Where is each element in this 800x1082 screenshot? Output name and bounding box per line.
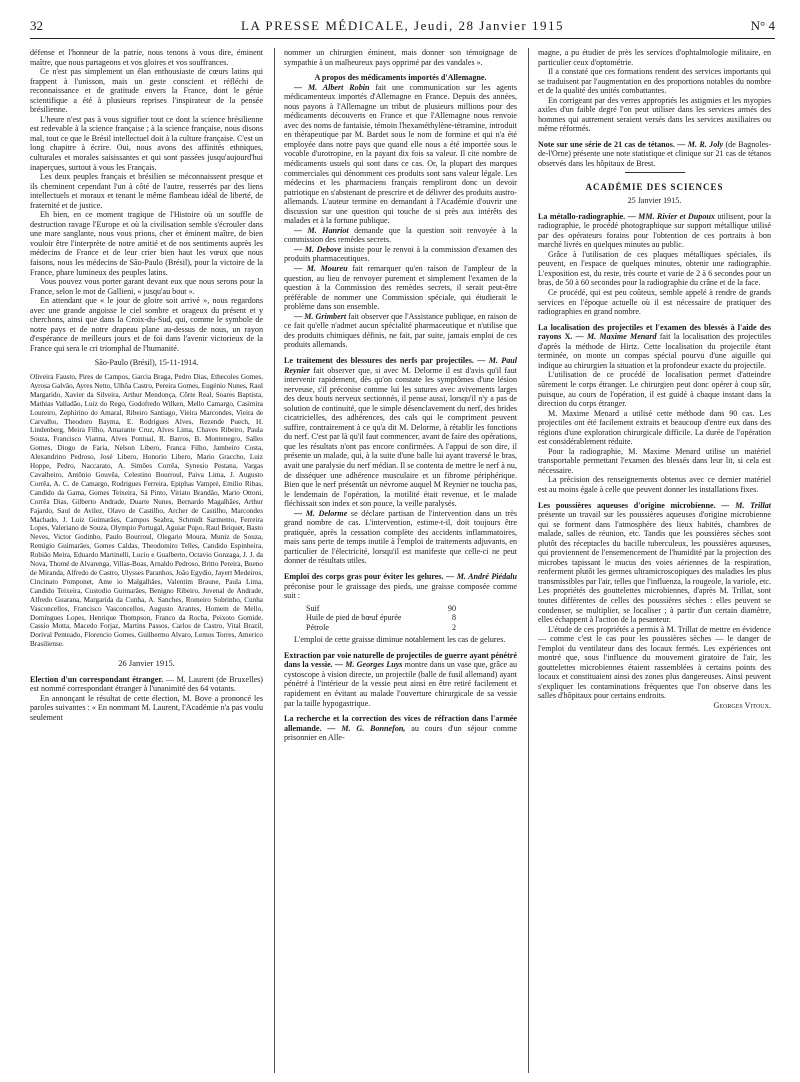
author-name: — M. André Piédalu <box>446 571 517 581</box>
paragraph: En corrigeant par des verres appropriés les astigmies et les myopies axiles d'un faible degré l'on peut utiliser dans les services armés des hommes qui autrement seraient versés dans les services auxiliaires ou même réformés. <box>538 95 771 134</box>
heading-gelures: Emploi des corps gras pour éviter les gelures. <box>284 571 444 581</box>
paragraph: Pour la radiographie, M. Maxime Menard utilise un matériel transportable permettant l'examen des blessés dans leur lit, si cela est nécessaire. <box>538 446 771 475</box>
paragraph: fait une communication sur les agents médicamenteux importés d'Allemagne en France. Depuis des années, nous payons à l'Allemagne un tribut de plusieurs millions pour des médicaments découverts en France et que l'Allemagne nous renvoie avec des noms de fantaisie, témoin l'hexaméthylène-tétramine, introduit en thérapeutique par M. Bardet sous le nom de formine et qui n'a été employée dans notre pays que quand elle nous a été importée sous le vocable d'urotropine, en la payant dix fois sa valeur. Il cite nombre de médicaments usuels qui sont dans ce cas. Or, la plupart des marques commerciales qui dénomment ces produits sont sans valeur légale. Les médecins et les pharmaciens français rempliront donc un devoir patriotique en s'abstenant de prescrire et de délivrer des produits austro-allemands. L'auteur termine en demandant à l'Académie d'ouvrir une discussion sur une question qui touche de si près aux intérêts des malades et à la fortune publique. <box>284 82 517 226</box>
paragraph: Vous pouvez vous porter garant devant eux que nous serons pour la France, selon le mot de Gallieni, « jusqu'au bout ». <box>30 277 263 296</box>
masthead: LA PRESSE MÉDICALE, Jeudi, 28 Janvier 1915 <box>241 18 564 33</box>
author-name: — M. Albert Robin <box>294 82 370 92</box>
heading-medicaments: A propos des médicaments importés d'Allemagne. <box>314 73 487 83</box>
paragraph: préconise pour le graissage des pieds, une graisse composée comme suit : <box>284 581 517 601</box>
paragraph: L'étude de ces propriétés a permis à M. Trillat de mettre en évidence — comme c'est le cas pour les poussières sèches — le danger de l'emploi du ventilateur dans des locaux fermés. Les expériences ont montré que, sous l'influence du mouvement giratoire de l'air, les gouttelettes microbiennes étaient rassemblées à certains points des locaux et constituaient ainsi des zones plus dangereuses. Ainsi peuvent s'expliquer les contaminations fréquentes que l'on observe dans les salles d'hôpitaux pour certains endroits. <box>538 624 771 701</box>
paragraph: L'emploi de cette graisse diminue notablement les cas de gelures. <box>294 635 506 645</box>
heading-poussieres: Les poussières aqueuses d'origine microbienne. <box>538 500 716 510</box>
author-name: — M. Debove <box>294 244 342 254</box>
paragraph: fait observer que, si avec M. Delorme il est d'avis qu'il faut intervenir rapidement, dès qu'on constate les symptômes d'une lésion nerveuse, s'il préconise comme lui les sutures avec avivements larges des deux bouts nerveux sectionnés, il pense aussi, lorsqu'il n'y a pas de solution de continuité, que le simple désenclavement du nerf, des brides cicatricielles, des adhérences, des cals qui le compriment peuvent suffire, contrairement à ce qu'a dit M. Delorme, à rétablir les fonctions du nerf. C'est par là qu'il faut commencer, avant de faire des opérations, que les résultats n'ont pas encore confirmées. A l'appui de son dire, il présente un malade, qui, à la suite d'une balle lui ayant traversé le bras, avait une paralysie du nerf médian. Il se contenta de mettre le nerf à nu, de disséquer une adhérence musculaire et un fibrome périphérique. Bien que le nerf présentât un névrome auquel M Reynier ne toucha pas, le lendemain de l'opération, la motilité était revenue, et le malade fléchissait son index et son pouce, la veille paralysés. <box>284 365 517 509</box>
paragraph: présente un travail sur les poussières aqueuses d'origine microbienne qui se forment dans l'atmosphère des lieux habités, chambres de malade, salles de réunion, etc. Tandis que les poussières sèches sont plutôt des réceptacles du bacille tuberculeux, les poussières aqueuses, qui proviennent de l'ensemencement de l'humidité par la projection des microbes tapissant le mucus des voies aériennes de la respiration, renferment plutôt les germes ultramicroscopiques des maladies les plus transmissibles par l'air, telles que l'influenza, la rougeole, la variole, etc. Les propriétés des gouttelettes microbiennes, d'après M. Trillat, sont toutes différentes de celles des poussières sèches : elles peuvent se condenser, se multiplier, se localiser ; à partir d'un certain diamètre, elles échappent à l'action de la pesanteur. <box>538 510 771 625</box>
author-name: — M. Hanriot <box>294 225 349 235</box>
paragraph: Eh bien, en ce moment tragique de l'Histoire où un souffle de destruction ravage l'Europe et où la civilisation semble s'écrouler dans une mare sanglante, nous vous prions, cher et éminent maître, de bien vouloir être l'interprète de notre amitié et de nos sentiments auprès les médecins de France et de leur crier bien haut les vœux que nous faisons, nous les médecins de São-Paulo (Brésil), pour la victoire de la France, phare lumineux des peuples latins. <box>30 210 263 277</box>
paragraph: montre dans un vase que, grâce au cystoscope à vision directe, un projectile (balle de fusil allemand) ayant pénétré à l'intérieur de la vessie peut ainsi en être retiré facilement et rapidement en évitant au malade l'ouverture chirurgicale de sa vessie par la taille hypogastrique. <box>284 660 517 708</box>
paragraph: M. Laurent (de Bruxelles) est nommé correspondant étranger à l'unanimité des 64 votants. <box>30 674 263 694</box>
heading-vessie: Extraction par voie naturelle de projectiles de guerre ayant pénétré dans la vessie. <box>284 650 517 670</box>
heading-localisation: La localisation des projectiles et l'examen des blessés à l'aide des rayons X. <box>538 322 771 342</box>
page-number: 32 <box>30 18 43 33</box>
author-name: — M. Delorme <box>294 508 348 518</box>
section-divider <box>625 172 685 173</box>
paragraph: L'utilisation de ce procédé de localisation permet d'atteindre sûrement le corps étranger. Le chirurgien peut donc opérer à coup sûr, puisque, au cours de l'opération, il est guidé à chaque instant dans la direction du corps étranger. <box>538 370 771 409</box>
author-name: — M. Grimbert <box>294 311 347 321</box>
section-date: 25 Janvier 1915. <box>627 196 682 206</box>
column-1: défense et l'honneur de la patrie, nous tenons à vous dire, éminent maître, que nous partageons et vos gloires et vos souffrances. Ce n'est pas simplement un élan enthousiaste de cœurs latins qui frappent à l'unisson, mais un geste conscient et réfléchi de reconnaissance et de gratitude envers la France, dont le génie scientifique a été à plusieurs reprises l'inspirateur de la pensée brésilienne. L'heure n'est pas à vous signifier tout ce dont la science brésilienne est redevable à la science française ; à la science française, nous disons mal, tout ce que le Brésil intellectuel doit à la culture française. C'est un long chapitre à écrire. Oui, nous avons des affinités ethniques, culturales et morales saisissantes et qui sont passées jusqu'aujourd'hui inaperçues, surtout à vous les Français. Les deux peuples français et brésilien se méconnaissent presque et ils cheminent cependant l'un à côté de l'autre, resserrés par des liens intellectuels et moraux et tenant le même flambeau idéal de liberté, de fraternité et de justice. Eh bien, en ce moment tragique de l'Histoire où un souffle de destruction ravage l'Europe et où la civilisation semble s'écrouler dans une mare sanglante, nous vous prions, cher et éminent maître, de bien vouloir être l'interprète de notre amitié et de nos sentiments auprès les médecins de France et de leur crier bien haut les vœux que nous faisons, nous les médecins de São-Paulo (Brésil), pour la victoire de la France, phare lumineux des peuples latins. Vous pouvez vous porter garant devant eux que nous serons pour la France, selon le mot de Gallieni, « jusqu'au bout ». En attendant que « le jour de gloire soit arrivé », nous regardons avec une grande angoisse le ciel sombre et orageux du présent et y cherchons, ainsi que dans la Croix-du-Sud, qui, comme le symbole de notre pays et de notre drapeau plane au-dessus de nous, un rayon d'espérance de meilleurs jours et de foi dans l'avenir victorieux de la France qui sera le cri triomphal de l'humanité. São-Paulo (Brésil), 15-11-1914. Oliveira Fausto, Pires de Campos, Garcia Braga, Pedro Dias, Ethecoles Gomes, Ayrosa Galvão, Ayres Netto, Ulhôa Castro, Pereira Gomes, Eugénio Nunes, Raul Margarido, Xavier da Silveira, Arthur Mendonça, Côrte Real, Soares Baptista, Mathias Valladão, Luiz do Rego, Godofredo Wilken, Mello Camargo, Casimira Loureiro, Zephirino do Amaral, Ribeiro Santiago, Vieira Marcondes, Vieira de Carvalho, Theodoro Bayma, E. Rodrigues Alves, Rezende Puech, H. Lindenberg, Meira Filho, Amarante Cruz, Alves Lima, Chaves Ribeiro, Paula Souza, Francisco Vianna, Alves Pontual, R. Barros, B. Montenegro, Salles Gomes, Diogo de Faria, Nelson Libero, Franca Filho, Jambeiro Costa, Alexandrino Pedroso, José Libero, Honorio Libero, Mario Graccho, Luiz Hoppe, Pedro, Naccarato, A. Simões Corrêa, Synesio Pestana, Vargas Cavalheiro, Antônio Gouvêa, Celestino Bourroul, Paiva Lima, J. Augusto Corrêa, A. C. de Camargo, Rodrigues Ferreira, Epiphas Vampré, Emilio Ribas, Candido da Gama, Gomes Teixeira, Sá Pinto, Viriato Brandão, Mario Ottoni, Corrêa Dias, Gilberto Andrade, Duarte Nunes, Bernardo Magalhães, Arthur Fajardo, Saul de Avilez, Olavo de Castilho, Archer de Castilho, Marcondes Machado, J. Luiz Guimarães, Campos Seabra, Schmidt Sarmento, Ferreira Lopes, Valeriano de Souza, Olympio Portugal, Aguiar Pupo, Raul Briquet, Basto Neves, Victor Godinho, Paulo Bourroul, Olegario Moura, Muniz de Souza, Remigio Guimarães, Gomes Caldas, Theodomiro Telles, Candido Espinheira, Rubião Meira, Eduardo Martinelli, Lucio e Gualberto, Octavio Gonzaga, J. J. da Nova, Thomé de Alvarenga, Villas-Boas, Arnaldo Pedroso, Britto Pereira, Bueno de Miranda, Alfredo de Castro, Ulysses Paranhos, João Egydio, Jayert Medeiros, Cincinato Pomponet, Ame io Malgalhães, Valentim Braune, Paula Lima, Candido Teixeira, Custodio Guimarães, Benigno Ribeiro, Juvenal de Andrade, Alfredo Guarana, Margarida da Cunha, A. Sanches, Romeiro Sobrinho, Cunha Vasconcellos, Francisco Vasconcellos, Augusto Arantes, Homem de Mello, Domingues Lopes, Henrique Thompson, Franco da Rocha, Peixoto Gomide, Cassio Motta, Macedo Forjaz, Martins Passos, Carlos de Castro, Vital Brazil, Dorival Penteado, Florencio Gomes, Guilhermo Alvaro, Lemos Torres, Americo Brasiliense. 26 Janvier 1915. Election d'un correspondant étranger. — M. Laurent (de Bruxelles) est nommé correspondant étranger à l'unanimité des 64 votants. En annonçant le résultat de cette élection, M. Bove a prononcé les paroles suivantes : « En nommant M. Laurent, l'Académie n'a pas voulu seulement <box>30 48 263 722</box>
paragraph: Ce procédé, qui est peu coûteux, semble appelé à rendre de grands services en l'époque actuelle où il est nécessaire de pratiquer des radiographies en grand nombre. <box>538 288 771 317</box>
column-2 <box>284 48 517 1078</box>
paragraph: fait observer que l'Assistance publique, en raison de ce fait qu'elle n'admet aucun spécialité pharmaceutique et n'utilise que des produits chimiques définis, ne fait, par suite, jamais emploi de ces produits allemands. <box>284 311 517 350</box>
formula-row: Suif 90 <box>306 603 456 613</box>
paragraph: se déclare partisan de l'intervention dans un très grand nombre de cas. L'intervention, estime-t-il, doit toujours être pratiquée, après la cessation complète des accidents inflammatoires, mais sans perte de temps inutile à l'emploi de traitements adjuvants, en particulier de l'électricité, lorsqu'il est manifeste que celle-ci ne peut donner de résultats utiles. <box>284 508 517 566</box>
column-3 <box>538 48 771 1078</box>
paragraph: La précision des renseignements obtenus avec ce dernier matériel est au moins égale à celle que peuvent donner les installations fixes. <box>538 475 771 494</box>
author-name: — M. Moureu <box>294 264 348 274</box>
author-name: — M. Maxime Menard <box>575 332 657 342</box>
heading-radiographie: La métallo-radiographie. <box>538 211 626 221</box>
column-rule <box>274 48 275 1073</box>
heading-nerfs: Le traitement des blessures des nerfs par projectiles. <box>284 355 474 365</box>
paragraph: M. Maxime Menard a utilisé cette méthode dans 90 cas. Les projectiles ont été facilement extraits et beaucoup d'entre eux dans des régions d'une exploration chirurgicale difficile. La durée de l'opération est considérablement réduite. <box>538 408 771 447</box>
paragraph: En annonçant le résultat de cette élection, M. Bove a prononcé les paroles suivantes : « En nommant M. Laurent, l'Académie n'a pas voulu seulement <box>30 693 263 722</box>
author-name: — M. R. Joly <box>677 139 724 149</box>
paragraph: défense et l'honneur de la patrie, nous tenons à vous dire, éminent maître, que nous partageons et vos gloires et vos souffrances. <box>30 48 263 67</box>
paragraph: au cours d'un séjour comme prisonnier en Alle- <box>284 723 517 743</box>
issue-number: N° 4 <box>750 18 775 33</box>
paragraph: fait la localisation des projectiles d'après la méthode de Hirtz. Cette localisation du projectile étant terminée, on monte un compas spécial pourvu d'une aiguille qui indique au chirurgien la situation et la profondeur exacte du projectile. <box>538 332 771 370</box>
paragraph: L'heure n'est pas à vous signifier tout ce dont la science brésilienne est redevable à la science française ; à la science française, nous disons mal, tout ce que le Brésil intellectuel doit à la culture française. C'est un long chapitre à écrire. Oui, nous avons des affinités ethniques, culturales et morales saisissantes et qui sont passées jusqu'aujourd'hui inaperçues, surtout à vous les Français. <box>30 114 263 172</box>
letter-place-date: São-Paulo (Brésil), 15-11-1914. <box>94 357 199 367</box>
formula-row: Huile de pied de bœuf épurée 8 <box>306 613 456 623</box>
author-name: — M. G. Bonnefon, <box>327 723 406 733</box>
paragraph: fait remarquer qu'en raison de l'ampleur de la question, au lieu de renvoyer purement et simplement l'examen de la question à la Commission des remèdes secrets, il serait peut-être préférable de nommer une Commission spéciale, qui étudierait le problème dans son ensemble. <box>284 264 517 312</box>
heading-correspondant: Election d'un correspondant étranger. <box>30 674 164 684</box>
paragraph: magne, a pu étudier de près les services d'ophtalmologie militaire, en particulier ceux d'optométrie. <box>538 48 771 67</box>
section-title: ACADÉMIE DES SCIENCES <box>585 181 724 192</box>
session-date: 26 Janvier 1915. <box>118 658 175 669</box>
author-name: — M. Georges Luys <box>334 660 403 670</box>
author-name: — MM. Rivier et Dupoux <box>627 211 715 221</box>
page-header <box>30 16 775 39</box>
paragraph: Les deux peuples français et brésilien se méconnaissent presque et ils cheminent cependant l'un à côté de l'autre, resserrés par des liens intellectuels et moraux et tenant le même flambeau idéal de liberté, de fraternité et de justice. <box>30 172 263 210</box>
author-name: — M. Trillat <box>721 500 771 510</box>
paragraph: insiste pour le renvoi à la commission d'examen des produits pharmaceutiques. <box>284 244 517 264</box>
paragraph: nommer un chirurgien éminent, mais donner son témoignage de sympathie à un malheureux pays opprimé par des vandales ». <box>284 48 517 67</box>
paragraph: demande que la question soit renvoyée à la commission des remèdes secrets. <box>284 225 517 245</box>
paragraph: En attendant que « le jour de gloire soit arrivé », nous regardons avec une grande angoisse le ciel sombre et orageux du présent et y cherchons, ainsi que dans la Croix-du-Sud, qui, comme le symbole de notre pays et de notre drapeau plane au-dessus de nous, un rayon d'espérance de meilleurs jours et de foi dans l'avenir victorieux de la France qui sera le cri triomphal de l'humanité. <box>30 296 263 353</box>
column-rule <box>528 48 529 1073</box>
author-name: — M. Paul Reynier <box>284 355 517 375</box>
paragraph: Ce n'est pas simplement un élan enthousiaste de cœurs latins qui frappent à l'unisson, mais un geste conscient et réfléchi de reconnaissance et de gratitude envers la France, dont le génie scientifique a été à plusieurs reprises l'inspirateur de la pensée brésilienne. <box>30 67 263 115</box>
author-signature: Georges Vitoux. <box>713 701 771 710</box>
paragraph: Il a constaté que ces formations rendent des services importants qui se traduisent par l'augmentation en des proportions notables du nombre et de la qualité des unités combattantes. <box>538 67 771 96</box>
heading-tetanos: Note sur une série de 21 cas de tétanos. <box>538 139 675 149</box>
formula-row: Pétrole 2 <box>306 622 456 632</box>
heading-refraction: La recherche et la correction des vices de réfraction dans l'armée allemande. <box>284 714 517 733</box>
paragraph: Grâce à l'utilisation de ces plaques métalliques spéciales, ils peuvent, en l'espace de quelques minutes, obtenir une radiographie. L'exposition est, du reste, très courte et varie de 2 à 6 secondes pour un bras, de 50 à 60 secondes pour la radiographie du crâne et de la face. <box>538 249 771 288</box>
grease-formula <box>306 604 517 633</box>
paragraph: (de Bagnoles-de-l'Orne) présente une note statistique et clinique sur 21 cas de tétanos observés dans les hôpitaux de Brest. <box>538 139 771 169</box>
paragraph: utilisent, pour la radiographie, le procédé photographique sur support métallique utilisé par des opérateurs forains pour l'obtention de ces portraits à bon marché livrés en quelques minutes au public. <box>538 211 771 250</box>
signatories-list: Oliveira Fausto, Pires de Campos, Garcia Braga, Pedro Dias, Ethecoles Gomes, Ayrosa Galvão, Ayres Netto, Ulhôa Castro, Pereira Gomes, Eugénio Nunes, Raul Margarido, Xavier da Silveira, Arthur Mendonça, Côrte Real, Soares Baptista, Mathias Valladão, Luiz do Rego, Godofredo Wilken, Mello Camargo, Casimira Loureiro, Zephirino do Amaral, Ribeiro Santiago, Vieira Marcondes, Vieira de Carvalho, Theodoro Bayma, E. Rodrigues Alves, Rezende Puech, H. Lindenberg, Meira Filho, Amarante Cruz, Alves Lima, Chaves Ribeiro, Paula Souza, Francisco Vianna, Alves Pontual, R. Barros, B. Montenegro, Salles Gomes, Diogo de Faria, Nelson Libero, Franca Filho, Jambeiro Costa, Alexandrino Pedroso, José Libero, Honorio Libero, Mario Graccho, Luiz Hoppe, Pedro, Naccarato, A. Simões Corrêa, Synesio Pestana, Vargas Cavalheiro, Antônio Gouvêa, Celestino Bourroul, Paiva Lima, J. Augusto Corrêa, A. C. de Camargo, Rodrigues Ferreira, Epiphas Vampré, Emilio Ribas, Candido da Gama, Gomes Teixeira, Sá Pinto, Viriato Brandão, Mario Ottoni, Corrêa Dias, Gilberto Andrade, Duarte Nunes, Bernardo Magalhães, Arthur Fajardo, Saul de Avilez, Olavo de Castilho, Archer de Castilho, Marcondes Machado, J. Luiz Guimarães, Campos Seabra, Schmidt Sarmento, Ferreira Lopes, Valeriano de Souza, Olympio Portugal, Aguiar Pupo, Raul Briquet, Basto Neves, Victor Godinho, Paulo Bourroul, Olegario Moura, Muniz de Souza, Remigio Guimarães, Gomes Caldas, Theodomiro Telles, Candido Espinheira, Rubião Meira, Eduardo Martinelli, Lucio e Gualberto, Octavio Gonzaga, J. J. da Nova, Thomé de Alvarenga, Villas-Boas, Arnaldo Pedroso, Britto Pereira, Bueno de Miranda, Alfredo de Castro, Ulysses Paranhos, João Egydio, Jayert Medeiros, Cincinato Pomponet, Ame io Malgalhães, Valentim Braune, Paula Lima, Candido Teixeira, Custodio Guimarães, Benigno Ribeiro, Juvenal de Andrade, Alfredo Guarana, Margarida da Cunha, A. Sanches, Romeiro Sobrinho, Cunha Vasconcellos, Francisco Vasconcellos, Augusto Arantes, Homem de Mello, Domingues Lopes, Henrique Thompson, Franco da Rocha, Peixoto Gomide, Cassio Motta, Macedo Forjaz, Martins Passos, Carlos de Castro, Vital Brazil, Dorival Penteado, Florencio Gomes, Guilhermo Alvaro, Lemos Torres, Americo Brasiliense. <box>30 373 263 649</box>
